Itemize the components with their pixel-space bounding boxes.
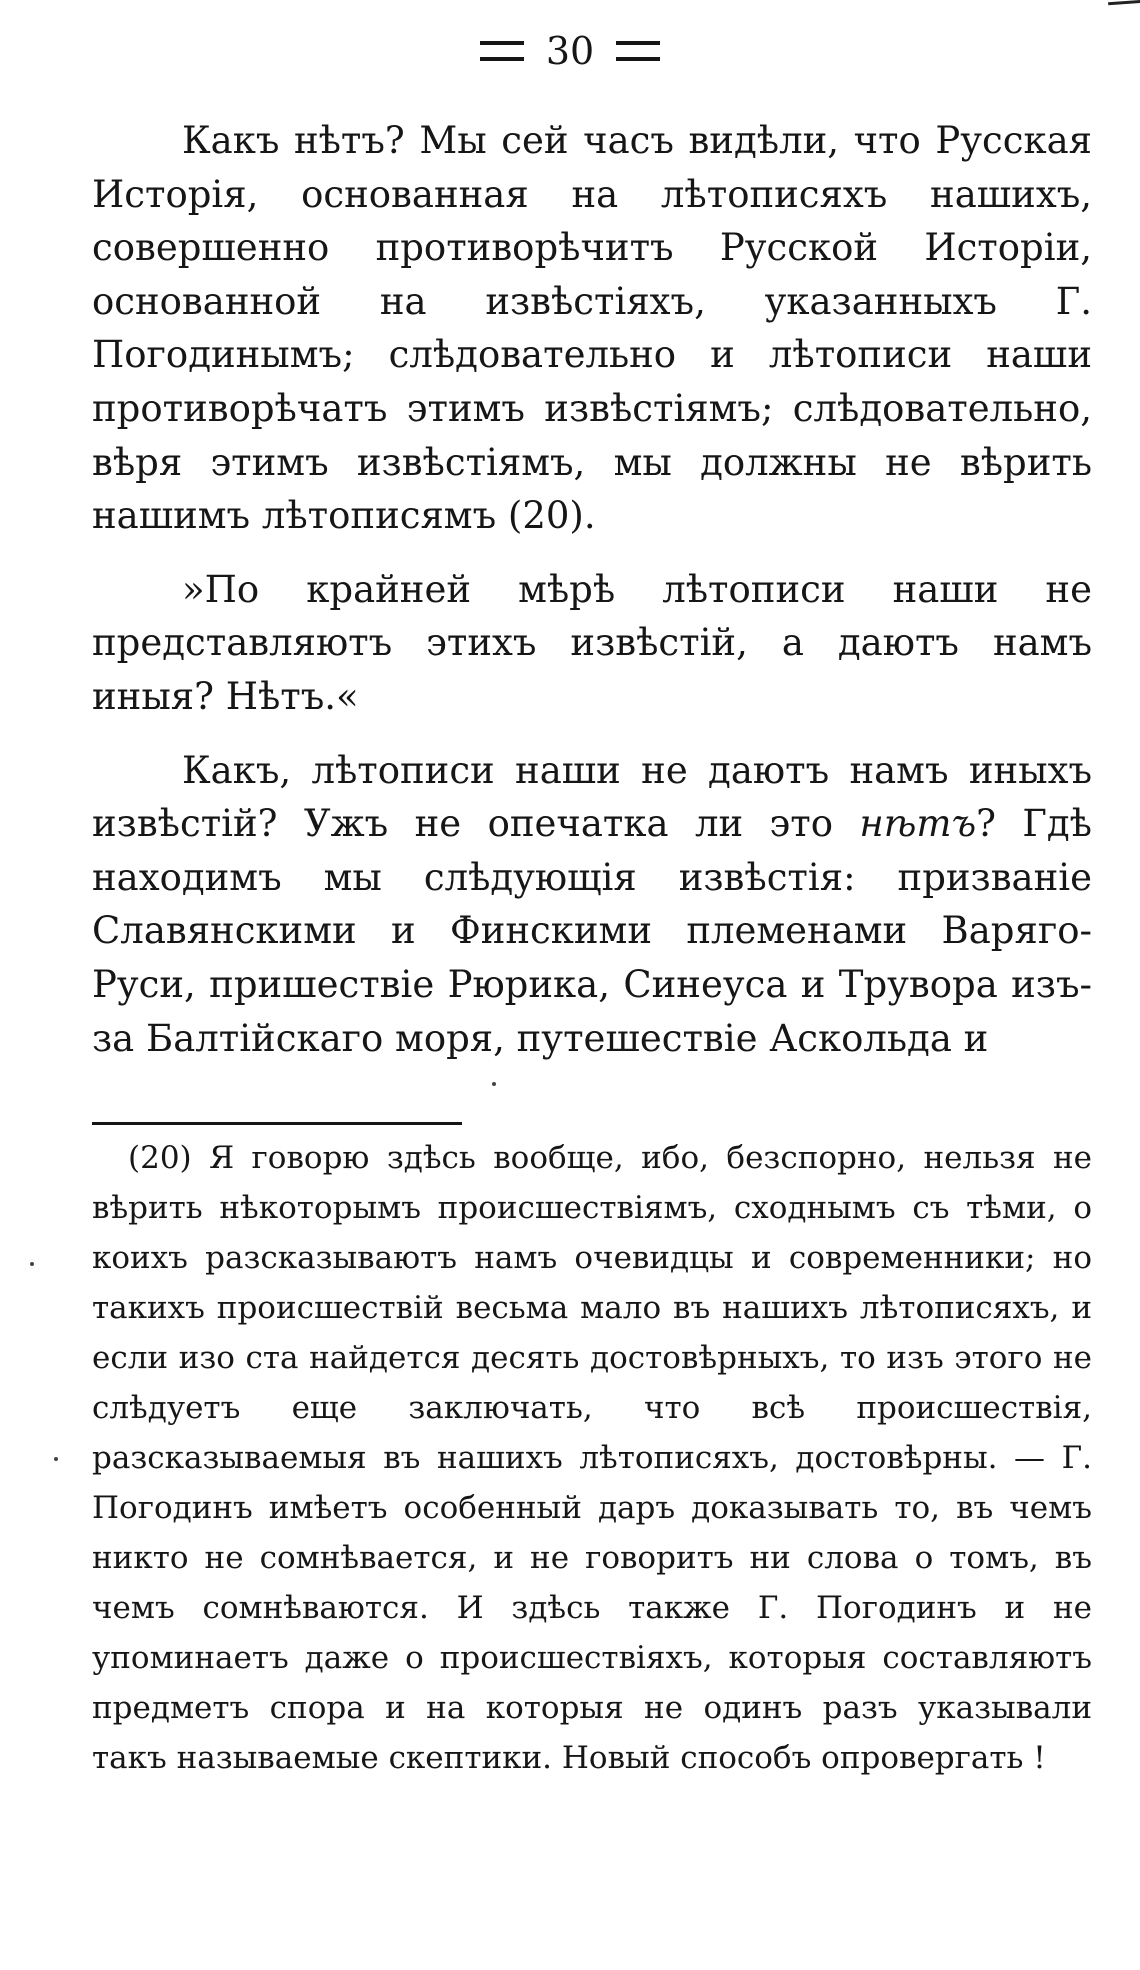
footnote-divider bbox=[92, 1122, 462, 1125]
paragraph-text: ? Гдѣ находимъ мы слѣдующія извѣстія: призваніе Славянскими и Финскими племенами Варяго-Руси, пришествіе Рюрика, Синеуса и Трувора изъ-за Балтійскаго моря, путешествіе Аскольда и bbox=[92, 802, 1092, 1060]
page-number: 30 bbox=[545, 29, 595, 73]
right-double-rule bbox=[616, 41, 660, 61]
paragraph bbox=[92, 744, 1092, 1066]
paragraph-text: Какъ, лѣтописи наши не даютъ намъ иныхъ извѣстій? Ужъ не опечатка ли это bbox=[92, 748, 1092, 846]
italic-word: нѣтъ bbox=[859, 802, 977, 846]
speck bbox=[54, 1457, 58, 1461]
speck bbox=[30, 1262, 34, 1266]
left-double-rule bbox=[480, 41, 524, 61]
paragraph-text: Какъ нѣтъ? Мы сей часъ видѣли, что Русская Исторія, основанная на лѣтописяхъ нашихъ, совершенно противорѣчитъ Русской Исторіи, основанной на извѣстіяхъ, указанныхъ Г. Погодинымъ; слѣдовательно и лѣтописи наши противорѣчатъ этимъ извѣстіямъ; слѣдовательно, вѣря этимъ извѣстіямъ, мы должны не вѣрить нашимъ лѣтописямъ (20). bbox=[92, 119, 1092, 538]
paragraph bbox=[92, 114, 1092, 543]
footnote: (20) Я говорю здѣсь вообще, ибо, безспорно, нельзя не вѣрить нѣкоторымъ происшествіямъ, сходнымъ съ тѣми, о коихъ разсказываютъ намъ очевидцы и современники; но такихъ происшествій весьма мало въ нашихъ лѣтописяхъ, и если изо ста найдется десять достовѣрныхъ, то изъ этого не слѣдуетъ еще заключать, что всѣ происшествія, разсказываемыя въ нашихъ лѣтописяхъ, достовѣрны. — Г. Погодинъ имѣетъ особенный даръ доказывать то, въ чемъ никто не сомнѣвается, и не говоритъ ни слова о томъ, въ чемъ сомнѣваются. И здѣсь также Г. Погодинъ и не упоминаетъ даже о происшествіяхъ, которыя составляютъ предметъ спора и на которыя не одинъ разъ указывали такъ называемые скептики. Новый способъ опровергать ! bbox=[92, 1140, 1092, 1776]
page-header bbox=[0, 24, 1140, 75]
main-text bbox=[92, 114, 1092, 1065]
page-edge-mark bbox=[1108, 0, 1140, 5]
paragraph-text: »По крайней мѣрѣ лѣтописи наши не представляютъ этихъ извѣстій, а даютъ намъ иныя? Нѣтъ.« bbox=[92, 567, 1092, 718]
speck bbox=[492, 1082, 496, 1086]
paragraph bbox=[92, 563, 1092, 724]
